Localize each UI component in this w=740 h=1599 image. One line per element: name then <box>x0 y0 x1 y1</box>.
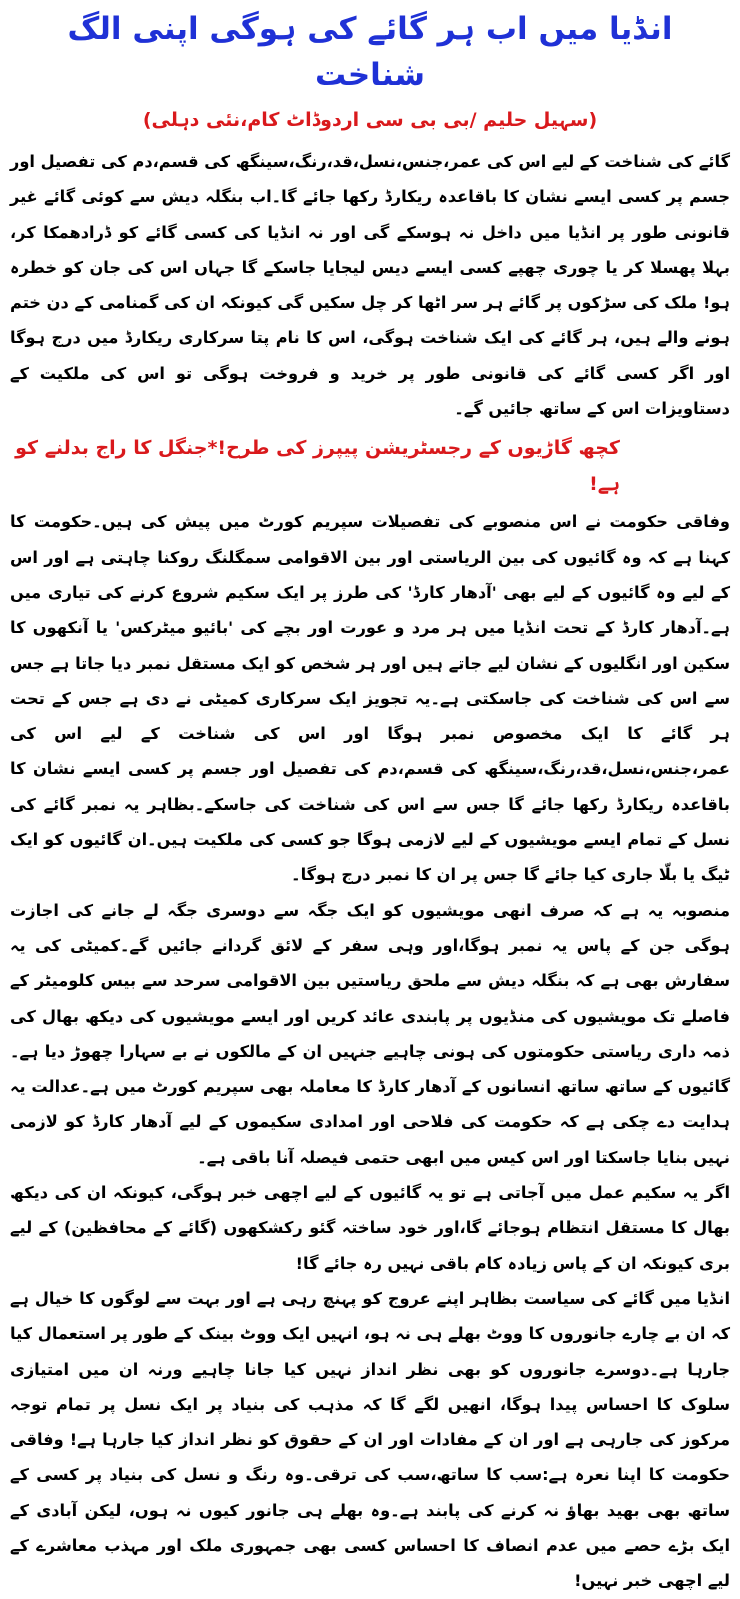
article-paragraph-2: وفاقی حکومت نے اس منصوبے کی تفصیلات سپریم کورٹ میں پیش کی ہیں۔حکومت کا کہنا ہے کہ وہ گائیوں کی بین الریاستی اور بین الاقوامی سمگلنگ روکنا چاہتی ہے اور اس کے لیے وہ گائیوں کے لیے بھی 'آدھار کارڈ' کی طرز پر ایک سکیم شروع کرنے کی تیاری میں ہے۔آدھار کارڈ کے تحت انڈیا میں ہر مرد و عورت اور بچے کی 'بائیو میٹرکس' یا آنکھوں کا سکین اور انگلیوں کے نشان لیے جاتے ہیں اور ہر شخص کو ایک مستقل نمبر دیا جاتا ہے جس سے اس کی شناخت کی جاسکتی ہے۔یہ تجویز ایک سرکاری کمیٹی نے دی ہے جس کے تحت ہر گائے کا ایک مخصوص نمبر ہوگا اور اس کی شناخت کے لیے اس کی عمر،جنس،نسل،قد،رنگ،سینگھ کی قسم،دم کی تفصیل اور جسم پر کسی ایسے نشان کا باقاعدہ ریکارڈ رکھا جائے گا جس سے اس کی شناخت کی جاسکے۔بظاہر یہ نمبر گائے کی نسل کے تمام ایسے مویشیوں کے لیے لازمی ہوگا جو کسی کی ملکیت ہیں۔ان گائیوں کو ایک ٹیگ یا بلّا جاری کیا جائے گا جس پر ان کا نمبر درج ہوگا۔ <box>10 512 730 885</box>
article-subhead: کچھ گاڑیوں کے رجسٹریشن پیپرز کی طرح!*جنگل کا راج بدلنے کو ہے! <box>15 437 620 496</box>
article-paragraph-3: منصوبہ یہ ہے کہ صرف انھی مویشیوں کو ایک جگہ سے دوسری جگہ لے جانے کی اجازت ہوگی جن کے پاس یہ نمبر ہوگا،اور وہی سفر کے لائق گردانے جائیں گے۔کمیٹی کی یہ سفارش بھی ہے کہ بنگلہ دیش سے ملحق ریاستیں بین الاقوامی سرحد سے بیس کلومیٹر کے فاصلے تک مویشیوں کی منڈیوں پر پابندی عائد کریں اور ایسے مویشیوں کی دیکھ بھال کی ذمہ داری ریاستی حکومتوں کی ہونی چاہیے جنہیں ان کے مالکوں نے بے سہارا چھوڑ دیا ہے۔گائیوں کے ساتھ ساتھ انسانوں کے آدھار کارڈ کا معاملہ بھی سپریم کورٹ میں ہے۔عدالت یہ ہدایت دے چکی ہے کہ حکومت کی فلاحی اور امدادی سکیموں کے لیے آدھار کارڈ کو لازمی نہیں بنایا جاسکتا اور اس کیس میں ابھی حتمی فیصلہ آنا باقی ہے۔ <box>10 900 730 1167</box>
article-paragraph-5: انڈیا میں گائے کی سیاست بظاہر اپنے عروج کو پہنچ رہی ہے اور بہت سے لوگوں کا خیال ہے کہ ان بے چارے جانوروں کا ووٹ بھلے ہی نہ ہو، انہیں ایک ووٹ بینک کے طور پر استعمال کیا جارہا ہے۔دوسرے جانوروں کو بھی نظر انداز نہیں کیا جانا چاہیے ورنہ ان میں امتیازی سلوک کا احساس پیدا ہوگا، انھیں لگے گا کہ مذہب کی بنیاد پر ایک نسل پر تمام توجہ مرکوز کی جارہی ہے اور ان کے مفادات اور ان کے حقوق کو نظر انداز کیا جارہا ہے! وفاقی حکومت کا اپنا نعرہ ہے:سب کا ساتھ،سب کی ترقی۔وہ رنگ و نسل کی بنیاد پر کسی کے ساتھ بھی بھید بھاؤ نہ کرنے کی پابند ہے۔وہ بھلے ہی جانور کیوں نہ ہوں، لیکن آبادی کے ایک بڑے حصے میں عدم انصاف کا احساس کسی بھی جمہوری ملک اور مہذب معاشرے کے لیے اچھی خبر نہیں! <box>10 1288 730 1591</box>
article-byline: (سہیل حلیم /بی بی سی اردوڈاٹ کام،نئی دہلی) <box>142 109 598 131</box>
article-headline: انڈیا میں اب ہر گائے کی ہوگی اپنی الگ شناخت <box>67 11 673 93</box>
article-paragraph-1: گائے کی شناخت کے لیے اس کی عمر،جنس،نسل،قد،رنگ،سینگھ کی قسم،دم کی تفصیل اور جسم پر کسی ایسے نشان کا باقاعدہ ریکارڈ رکھا جائے گا۔اب بنگلہ دیش سے کوئی گائے غیر قانونی طور پر انڈیا میں داخل نہ ہوسکے گی اور نہ انڈیا کی کسی گائے کو ڈرادھمکا کر، بہلا پھسلا کر یا چوری چھپے کسی ایسے دیس لیجایا جاسکے گا جہاں اس کی جان کو خطرہ ہو! ملک کی سڑکوں پر گائے ہر سر اٹھا کر چل سکیں گی کیونکہ ان کی گمنامی کے دن ختم ہونے والے ہیں، ہر گائے کی ایک شناخت ہوگی، اس کا نام پتا سرکاری ریکارڈ میں درج ہوگا اور اگر کسی گائے کی قانونی طور پر خرید و فروخت ہوگی تو اس کی ملکیت کے دستاویزات اس کے ساتھ جائیں گے۔ <box>10 152 730 419</box>
article-paragraph-4: اگر یہ سکیم عمل میں آجاتی ہے تو یہ گائیوں کے لیے اچھی خبر ہوگی، کیونکہ ان کی دیکھ بھال کا مستقل انتظام ہوجائے گا،اور خود ساختہ گئو رکشکھوں (گائے کے محافظین) کے لیے بری کیونکہ ان کے پاس زیادہ کام باقی نہیں رہ جائے گا! <box>10 1183 730 1273</box>
